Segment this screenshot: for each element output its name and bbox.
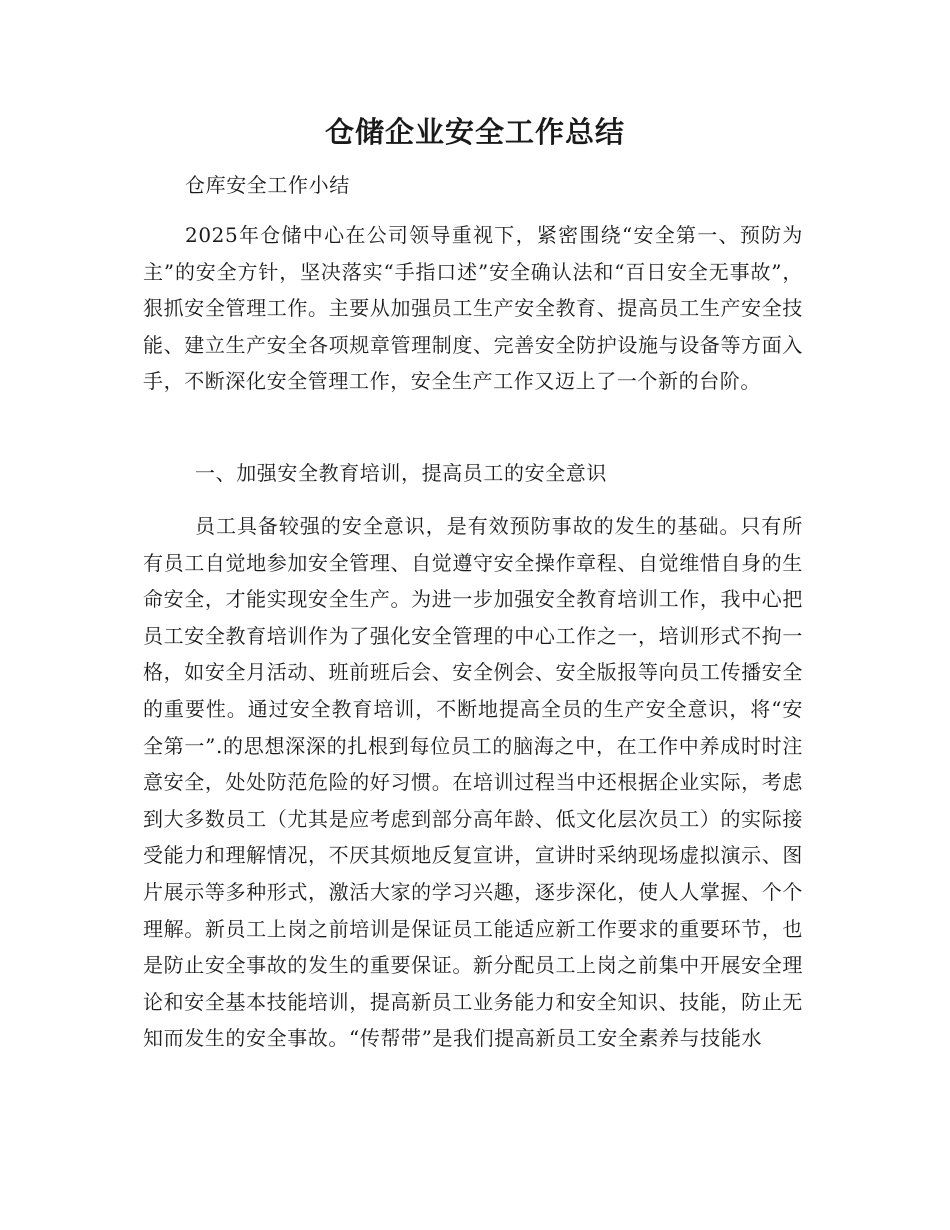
section-1-paragraph: 员工具备较强的安全意识，是有效预防事故的发生的基础。只有所有员工自觉地参加安全管理、自觉遵守安全操作章程、自觉维惜自身的生命安全，才能实现安全生产。为进一步加强安全教育培训工作，我中心把员工安全教育培训作为了强化安全管理的中心工作之一，培训形式不拘一格，如安全月活动、班前班后会、安全例会、安全版报等向员工传播安全的重要性。通过安全教育培训，不断地提高全员的生产安全意识，将“安全第一”.的思想深深的扎根到每位员工的脑海之中，在工作中养成时时注意安全，处处防范危险的好习惯。在培训过程当中还根据企业实际，考虑到大多数员工（尤其是应考虑到部分高年龄、低文化层次员工）的实际接受能力和理解情况，不厌其烦地反复宣讲，宣讲时采纳现场虚拟演示、图片展示等多种形式，激活大家的学习兴趣，逐步深化，使人人掌握、个个理解。新员工上岗之前培训是保证员工能适应新工作要求的重要环节，也是防止安全事故的发生的重要保证。新分配员工上岗之前集中开展安全理论和安全基本技能培训，提高新员工业务能力和安全知识、技能，防止无知而发生的安全事故。“传帮带”是我们提高新员工安全素养与技能水 [143,514,803,1051]
document-subtitle: 仓库安全工作小结 [185,173,350,197]
section-heading-1: 一、加强安全教育培训，提高员工的安全意识 [195,461,607,485]
intro-paragraph: 2025年仓储中心在公司领导重视下，紧密围绕“安全第一、预防为主”的安全方针，坚决落实“手指口述”安全确认法和“百日安全无事故”，狠抓安全管理工作。主要从加强员工生产安全教育、提高员工生产安全技能、建立生产安全各项规章管理制度、完善安全防护设施与设备等方面入手，不断深化安全管理工作，安全生产工作又迈上了一个新的台阶。 [143,223,803,394]
document-title: 仓储企业安全工作总结 [324,115,625,149]
